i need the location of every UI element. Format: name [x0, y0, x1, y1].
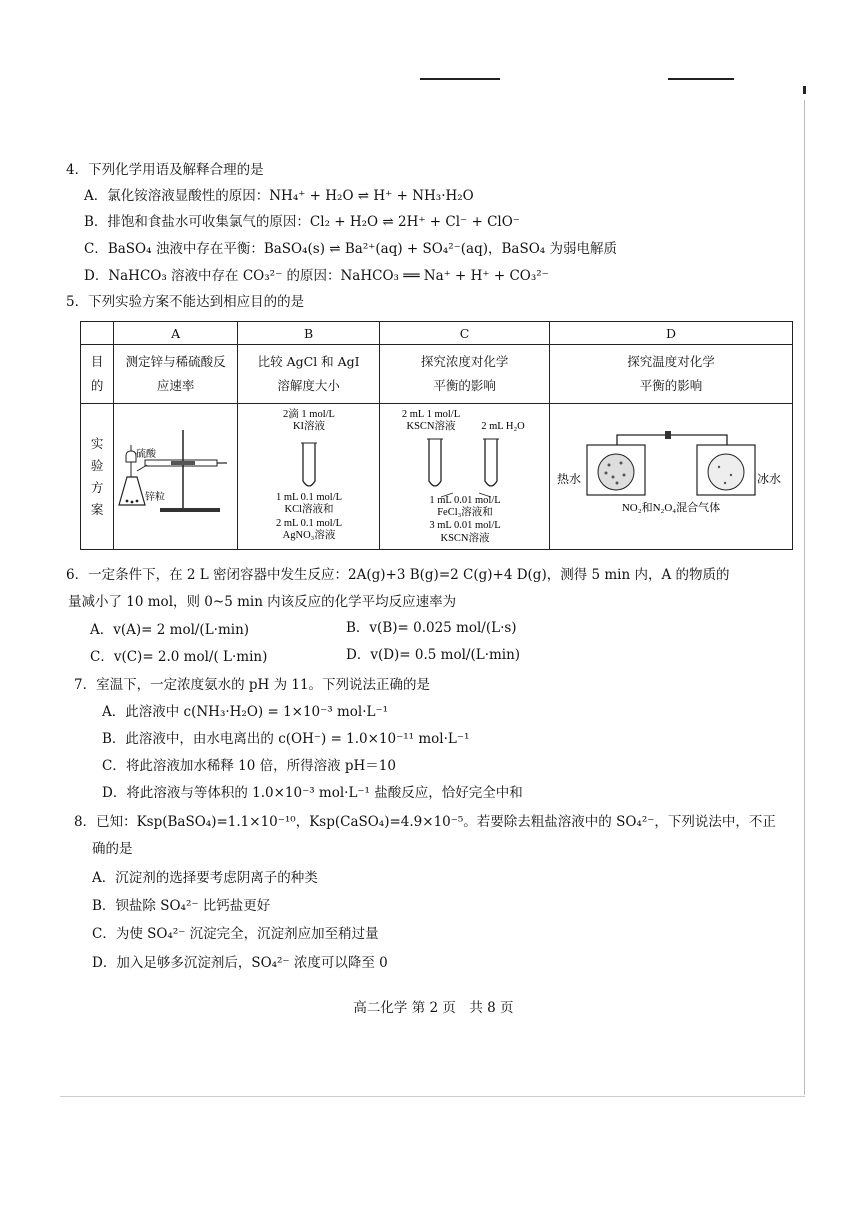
label-acid: 硫酸	[135, 449, 156, 460]
c-label-b4: KSCN溶液	[440, 533, 490, 544]
q8-stem-line2: 确的是	[92, 841, 133, 857]
header-b: B	[238, 322, 380, 345]
q8-option-d: D．加入足够多沉淀剂后，SO₄²⁻ 浓度可以降至 0	[92, 955, 388, 971]
q8-stem-line1: 8．已知：Ksp(BaSO₄)=1.1×10⁻¹⁰，Ksp(CaSO₄)=4.9×10⁻⁵。若要除去粗盐溶液中的 SO₄²⁻，下列说法中，不正	[74, 814, 776, 830]
scheme-c	[380, 404, 550, 550]
scan-border-bottom	[60, 1096, 805, 1097]
header-a: A	[114, 322, 238, 345]
c-label-b3: 3 mL 0.01 mol/L	[428, 520, 501, 531]
row-label-scheme: 实 验 方 案	[81, 404, 114, 550]
b-label-b1: 1 mL 0.1 mol/L	[275, 492, 342, 503]
q5-stem: 5．下列实验方案不能达到相应目的的是	[66, 294, 305, 310]
purpose-d: 探究温度对化学 平衡的影响	[550, 345, 793, 404]
page-footer: 高二化学 第 2 页 共 8 页	[353, 1000, 514, 1016]
purpose-b: 比较 AgCl 和 AgI 溶解度大小	[238, 345, 380, 404]
scheme-a	[114, 404, 238, 550]
d-label-hot: 热水	[557, 472, 582, 486]
q6-option-c: C．v(C)= 2.0 mol/( L·min)	[90, 649, 268, 665]
purpose-c: 探究浓度对化学 平衡的影响	[380, 345, 550, 404]
scheme-b	[238, 404, 380, 550]
scan-mark-right	[803, 86, 806, 94]
b-label-b2: KCl溶液和	[284, 504, 334, 515]
row-label-purpose: 目 的	[81, 345, 114, 404]
q7-option-b: B．此溶液中，由水电离出的 c(OH⁻) = 1.0×10⁻¹¹ mol·L⁻¹	[102, 731, 470, 747]
q4-option-b: B．排饱和食盐水可收集氯气的原因：Cl₂ + H₂O ⇌ 2H⁺ + Cl⁻ + ClO⁻	[84, 214, 520, 230]
b-label-top1: 2滴 1 mol/L	[282, 409, 335, 420]
c-label-b2: FeCl₃溶液和	[436, 507, 493, 518]
scheme-d	[550, 404, 793, 550]
q6-stem-line2: 量减小了 10 mol，则 0~5 min 内该反应的化学平均反应速率为	[68, 594, 457, 610]
q4-stem: 4．下列化学用语及解释合理的是	[66, 162, 264, 178]
label-zinc: 锌粒	[144, 492, 165, 503]
scan-border-right	[804, 100, 805, 1095]
purpose-a: 测定锌与稀硫酸反 应速率	[114, 345, 238, 404]
b-label-top2: KI溶液	[292, 421, 325, 432]
c-label-top2: KSCN溶液	[406, 421, 456, 432]
q5-experiment-table	[80, 321, 793, 550]
q7-option-d: D．将此溶液与等体积的 1.0×10⁻³ mol·L⁻¹ 盐酸反应，恰好完全中和	[102, 785, 523, 801]
scheme-d-apparatus	[551, 405, 791, 545]
table-corner	[81, 322, 114, 345]
q6-stem-line1: 6．一定条件下，在 2 L 密闭容器中发生反应：2A(g)+3 B(g)=2 C(g)+4 D(g)，测得 5 min 内，A 的物质的	[66, 567, 730, 583]
c-label-top1: 2 mL 1 mol/L	[401, 409, 460, 420]
q7-stem: 7．室温下，一定浓度氨水的 pH 为 11。下列说法正确的是	[74, 677, 431, 693]
q7-option-c: C．将此溶液加水稀释 10 倍，所得溶液 pH＝10	[102, 758, 396, 774]
header-c: C	[380, 322, 550, 345]
q4-option-c: C．BaSO₄ 浊液中存在平衡：BaSO₄(s) ⇌ Ba²⁺(aq) + SO₄²⁻(aq)，BaSO₄ 为弱电解质	[84, 241, 617, 257]
q6-option-a: A．v(A)= 2 mol/(L·min)	[90, 622, 250, 638]
q8-option-c: C．为使 SO₄²⁻ 沉淀完全，沉淀剂应加至稍过量	[92, 926, 379, 942]
header-d: D	[550, 322, 793, 345]
q4-option-a: A．氯化铵溶液显酸性的原因：NH₄⁺ + H₂O ⇌ H⁺ + NH₃·H₂O	[84, 188, 474, 204]
q8-option-b: B．钡盐除 SO₄²⁻ 比钙盐更好	[92, 898, 271, 914]
q8-option-a: A．沉淀剂的选择要考虑阴离子的种类	[92, 870, 318, 886]
c-label-top3: 2 mL H₂O	[480, 421, 525, 432]
b-label-b4: AgNO₃溶液	[282, 530, 335, 541]
q6-option-d: D．v(D)= 0.5 mol/(L·min)	[346, 647, 521, 663]
scheme-c-apparatus	[381, 405, 549, 545]
c-label-b1: 1 mL 0.01 mol/L	[428, 495, 501, 506]
d-label-gas: NO₂和N₂O₄混合气体	[621, 502, 721, 514]
q4-option-d: D．NaHCO₃ 溶液中存在 CO₃²⁻ 的原因：NaHCO₃ ══ Na⁺ + H⁺ + CO₃²⁻	[84, 268, 549, 284]
q7-option-a: A．此溶液中 c(NH₃·H₂O) = 1×10⁻³ mol·L⁻¹	[102, 704, 389, 720]
q6-option-b: B．v(B)= 0.025 mol/(L·s)	[346, 620, 517, 636]
scheme-a-apparatus	[115, 405, 237, 545]
b-label-b3: 2 mL 0.1 mol/L	[275, 518, 342, 529]
scheme-b-apparatus	[239, 405, 379, 545]
scan-mark-top-right	[668, 78, 734, 80]
scan-mark-top-left	[420, 78, 500, 80]
d-label-ice: 冰水	[757, 472, 782, 486]
